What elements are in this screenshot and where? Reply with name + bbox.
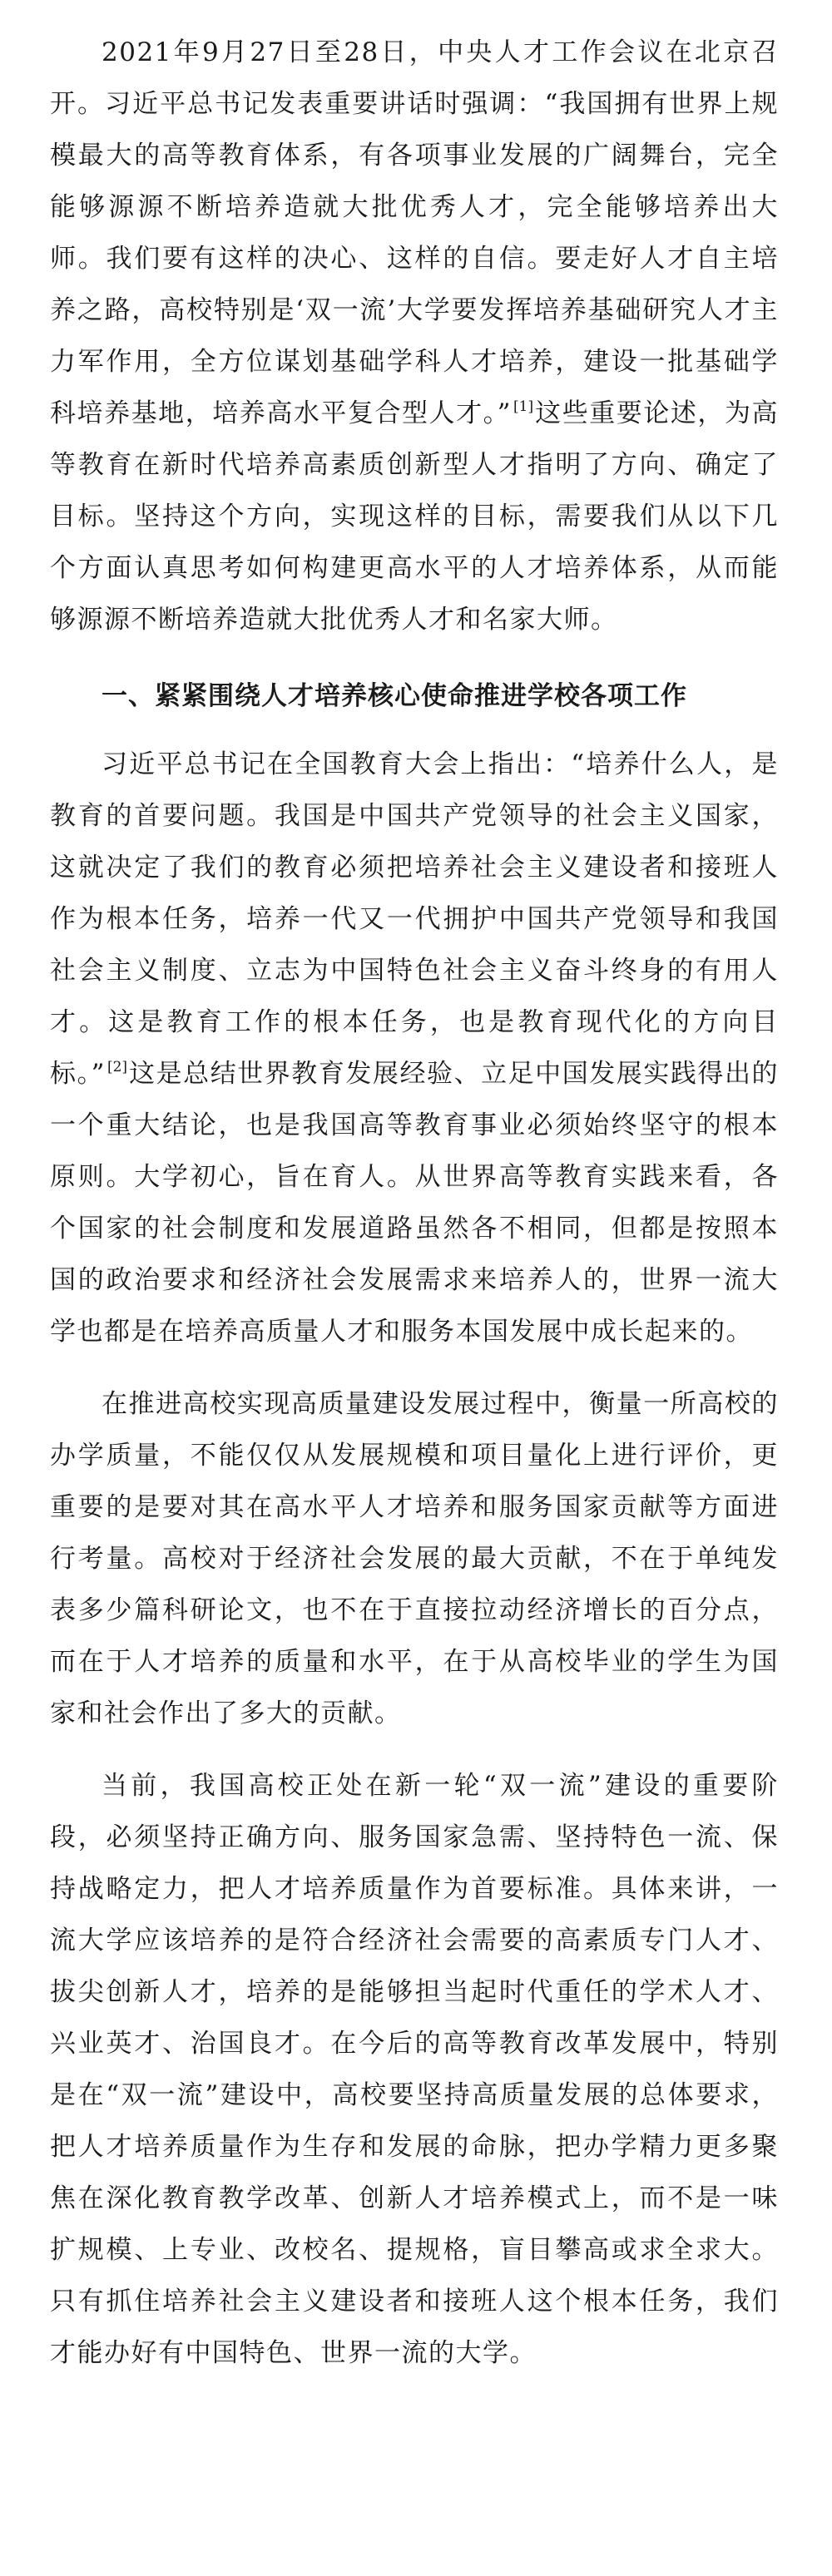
paragraph-2 — [50, 739, 779, 1357]
citation-1: [1] — [513, 398, 534, 415]
section-heading-1: 一、紧紧围绕人才培养核心使命推进学校各项工作 — [102, 681, 687, 711]
paragraph-1-text-a: 2021年9月27日至28日，中央人才工作会议在北京召开。习近平总书记发表重要讲话时强调：“我国拥有世界上规模最大的高等教育体系，有各项事业发展的广阔舞台，完全能够源源不断培养造就大批优秀人才，完全能够培养出大师。我们要有这样的决心、这样的自信。要走好人才自主培养之路，高校特别是‘双一流’大学要发挥培养基础研究人才主力军作用，全方位谋划基础学科人才培养，建设一批基础学科培养基地，培养高水平复合型人才。” — [50, 37, 779, 428]
paragraph-2-text-b: 这是总结世界教育发展经验、立足中国发展实践得出的一个重大结论，也是我国高等教育事业必须始终坚守的根本原则。大学初心，旨在育人。从世界高等教育实践来看，各个国家的社会制度和发展道路虽然各不相同，但都是按照本国的政治要求和经济社会发展需求来培养人的，世界一流大学也都是在培养高质量人才和服务本国发展中成长起来的。 — [50, 1059, 779, 1347]
paragraph-2-text-a: 习近平总书记在全国教育大会上指出：“培养什么人，是教育的首要问题。我国是中国共产党领导的社会主义国家，这就决定了我们的教育必须把培养社会主义建设者和接班人作为根本任务，培养一代又一代拥护中国共产党领导和我国社会主义制度、立志为中国特色社会主义奋斗终身的有用人才。这是教育工作的根本任务，也是教育现代化的方向目标。” — [50, 749, 779, 1089]
paragraph-3: 在推进高校实现高质量建设发展过程中，衡量一所高校的办学质量，不能仅仅从发展规模和项目量化上进行评价，更重要的是要对其在高水平人才培养和服务国家贡献等方面进行考量。高校对于经济社会发展的最大贡献，不在于单纯发表多少篇科研论文，也不在于直接拉动经济增长的百分点，而在于人才培养的质量和水平，在于从高校毕业的学生为国家和社会作出了多大的贡献。 — [50, 1389, 779, 1728]
citation-2: [2] — [106, 1059, 128, 1075]
paragraph-1 — [50, 27, 779, 645]
paragraph-1-text-b: 这些重要论述，为高等教育在新时代培养高素质创新型人才指明了方向、确定了目标。坚持这个方向，实现这样的目标，需要我们从以下几个方面认真思考如何构建更高水平的人才培养体系，从而能够源源不断培养造就大批优秀人才和名家大师。 — [50, 398, 779, 635]
paragraph-4: 当前，我国高校正处在新一轮“双一流”建设的重要阶段，必须坚持正确方向、服务国家急需、坚持特色一流、保持战略定力，把人才培养质量作为首要标准。具体来讲，一流大学应该培养的是符合经济社会需要的高素质专门人才、拔尖创新人才，培养的是能够担当起时代重任的学术人才、兴业英才、治国良才。在今后的高等教育改革发展中，特别是在“双一流”建设中，高校要坚持高质量发展的总体要求，把人才培养质量作为生存和发展的命脉，把办学精力更多聚焦在深化教育教学改革、创新人才培养模式上，而不是一味扩规模、上专业、改校名、提规格，盲目攀高或求全求大。只有抓住培养社会主义建设者和接班人这个根本任务，我们才能办好有中国特色、世界一流的大学。 — [50, 1771, 779, 2368]
